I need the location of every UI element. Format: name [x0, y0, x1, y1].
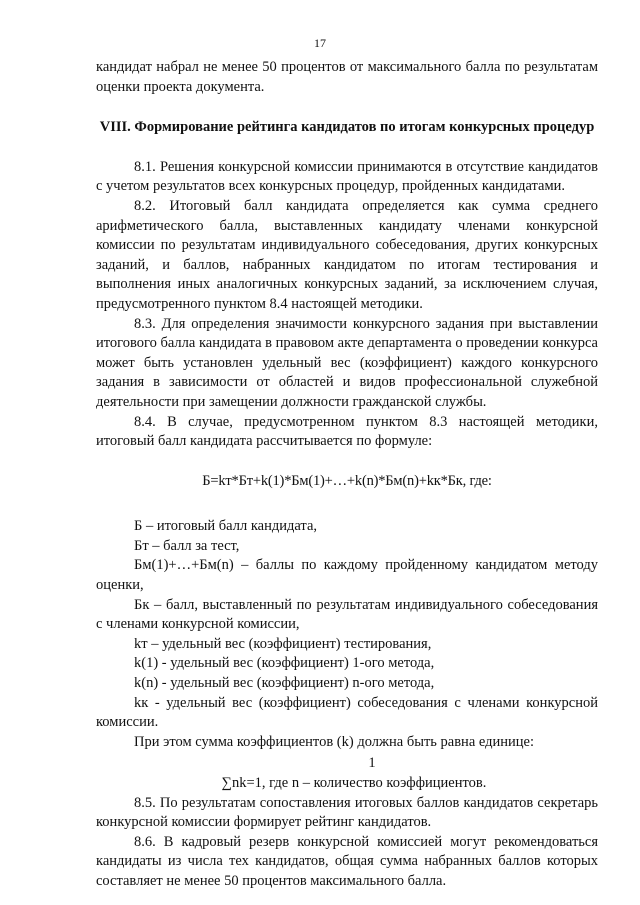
page-content: [96, 58, 598, 892]
page-number: 17: [314, 36, 326, 50]
sum-formula: ∑nk=1, где n – количество коэффициентов.: [221, 775, 487, 791]
paragraph-8-4: 8.4. В случае, предусмотренном пунктом 8.3 настоящей методики, итоговый балл кандидата рассчитывается по формуле:: [96, 413, 598, 450]
sum-upper-limit: 1: [368, 755, 376, 772]
definition-item: kт – удельный вес (коэффициент) тестирования,: [134, 635, 432, 652]
rating-formula: Б=kт*Бт+k(1)*Бм(1)+…+k(n)*Бм(n)+kк*Бк, где:: [202, 472, 492, 489]
definition-item: Бт – балл за тест,: [134, 537, 240, 554]
intro-paragraph: кандидат набрал не менее 50 процентов от максимального балла по результатам оценки проекта документа.: [96, 59, 598, 95]
section-title: VIII. Формирование рейтинга кандидатов по итогам конкурсных процедур: [99, 119, 595, 136]
paragraph-8-6: 8.6. В кадровый резерв конкурсной комиссией могут рекомендоваться кандидаты из числа тех кандидатов, общая сумма набранных баллов которых составляет не менее 50 процентов максимального балла.: [96, 833, 598, 889]
definition-item: k(n) - удельный вес (коэффициент) n-ого метода,: [134, 675, 435, 692]
definition-item: Бм(1)+…+Бм(n) – баллы по каждому пройденному кандидатом методу оценки,: [96, 557, 598, 594]
paragraph-8-3: 8.3. Для определения значимости конкурсного задания при выставлении итогового балла кандидата в правовом акте департамента о проведении конкурса может быть установлен удельный вес (коэффициент) каждого конкурсного задания в зависимости от областей и видов профессиональной служебной деятельности при замещении должности гражданской службы.: [96, 315, 598, 410]
definition-item: Бк – балл, выставленный по результатам индивидуального собеседования с членами конкурсной комиссии,: [96, 596, 598, 633]
paragraph-8-5: 8.5. По результатам сопоставления итоговых баллов кандидатов секретарь конкурсной комиссии формирует рейтинг кандидатов.: [96, 794, 598, 831]
definition-item: k(1) - удельный вес (коэффициент) 1-ого метода,: [134, 655, 435, 672]
definition-item: Б – итоговый балл кандидата,: [134, 518, 317, 535]
paragraph-8-2: 8.2. Итоговый балл кандидата определяется как сумма среднего арифметического балла, выставленных кандидату членами конкурсной комиссии по результатам индивидуального собеседования, других конкурсных заданий, и баллов, набранных кандидатом по итогам тестирования и выполнения иных аналогичных конкурсных заданий, за исключением случая, предусмотренного пунктом 8.4 настоящей методики.: [96, 197, 598, 312]
paragraph-8-1: 8.1. Решения конкурсной комиссии принимаются в отсутствие кандидатов с учетом результатов всех конкурсных процедур, пройденных кандидатами.: [96, 158, 598, 195]
sum-intro: При этом сумма коэффициентов (k) должна быть равна единице:: [134, 733, 535, 750]
definition-item: kк - удельный вес (коэффициент) собеседования с членами конкурсной комиссии.: [96, 694, 598, 731]
